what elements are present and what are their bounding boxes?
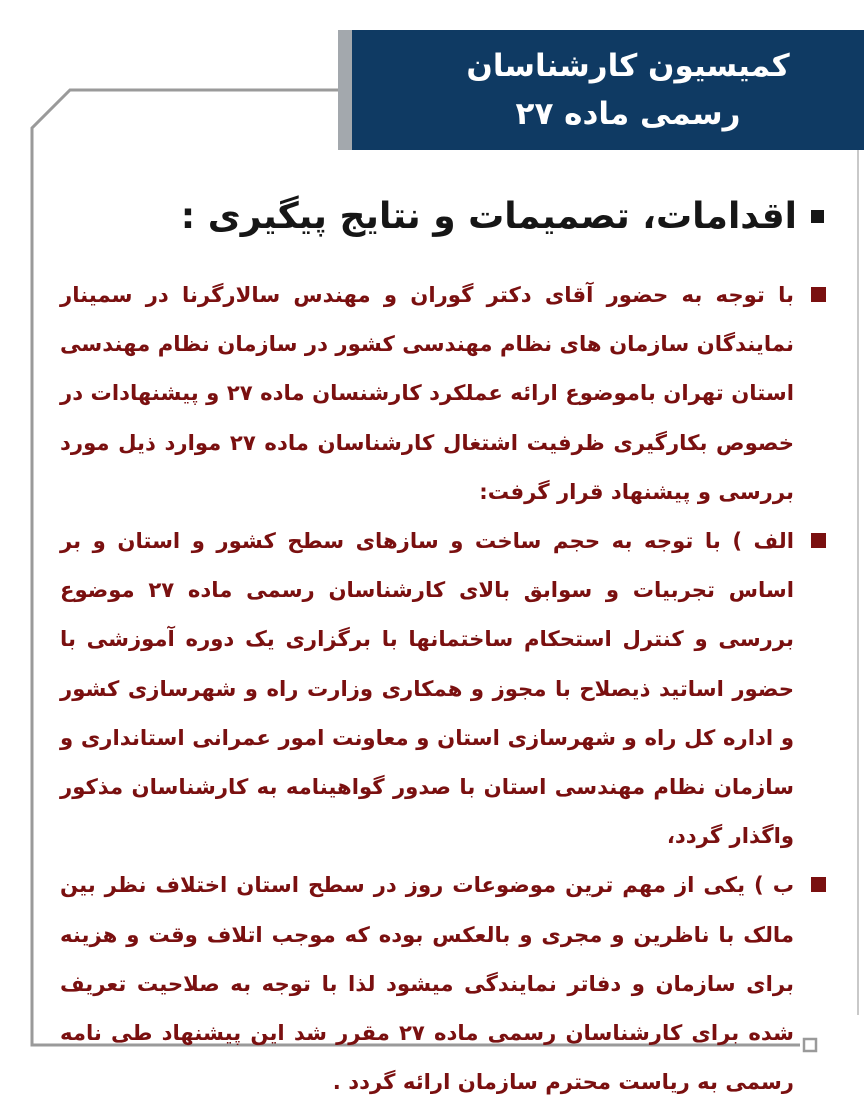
square-bullet-icon xyxy=(811,877,826,892)
body-content xyxy=(60,270,830,1106)
paragraph-text: با توجه به حضور آقای دکتر گوران و مهندس سالارگرنا در سمینار نمایندگان سازمان های نظام مهندسی کشور در سازمان نظام مهندسی استان تهران باموضوع ارائه عملکرد کارشنسان ماده ۲۷ و پیشنهادات در خصوص بکارگیری ظرفیت اشتغال کارشناسان ماده ۲۷ موارد ذیل مورد بررسی و پیشنهاد قرار گرفت: xyxy=(60,282,794,504)
section-heading xyxy=(104,186,824,246)
paragraph-text: الف ) با توجه به حجم ساخت و سازهای سطح کشور و استان و بر اساس تجربیات و سوابق بالای کارشناسان رسمی ماده ۲۷ موضوع بررسی و کنترل استحکام ساختمانها با برگزاری یک دوره آموزشی با حضور اساتید ذیصلاح با مجوز و همکاری وزارت راه و شهرسازی کشور و اداره کل راه و شهرسازی استان و معاونت امور عمرانی استانداری و سازمان نظام مهندسی استان با صدور گواهینامه به کارشناسان مذکور واگذار گردد، xyxy=(60,528,795,849)
heading-square-bullet-icon xyxy=(811,210,824,223)
title-accent-bar xyxy=(338,30,352,150)
title-line-1: کمیسیون کارشناسان xyxy=(466,48,790,84)
section-heading-text: اقدامات، تصمیمات و نتایج پیگیری : xyxy=(180,195,797,237)
title-box xyxy=(352,30,864,150)
paragraph-alef xyxy=(60,516,830,860)
square-bullet-icon xyxy=(811,533,826,548)
square-bullet-icon xyxy=(811,287,826,302)
paragraph-intro xyxy=(60,270,830,516)
title-line-2: رسمی ماده ۲۷ xyxy=(515,96,741,132)
paragraph-text: ب ) یکی از مهم ترین موضوعات روز در سطح استان اختلاف نظر بین مالک با ناظرین و مجری و بالعکس بوده که موجب اتلاف وقت و هزینه برای سازمان و دفاتر نمایندگی میشود لذا با توجه به صلاحیت تعریف شده برای کارشناسان رسمی ماده ۲۷ مقرر شد این پیشنهاد طی نامه رسمی به ریاست محترم سازمان ارائه گردد . xyxy=(60,872,794,1095)
paragraph-be xyxy=(60,860,830,1106)
